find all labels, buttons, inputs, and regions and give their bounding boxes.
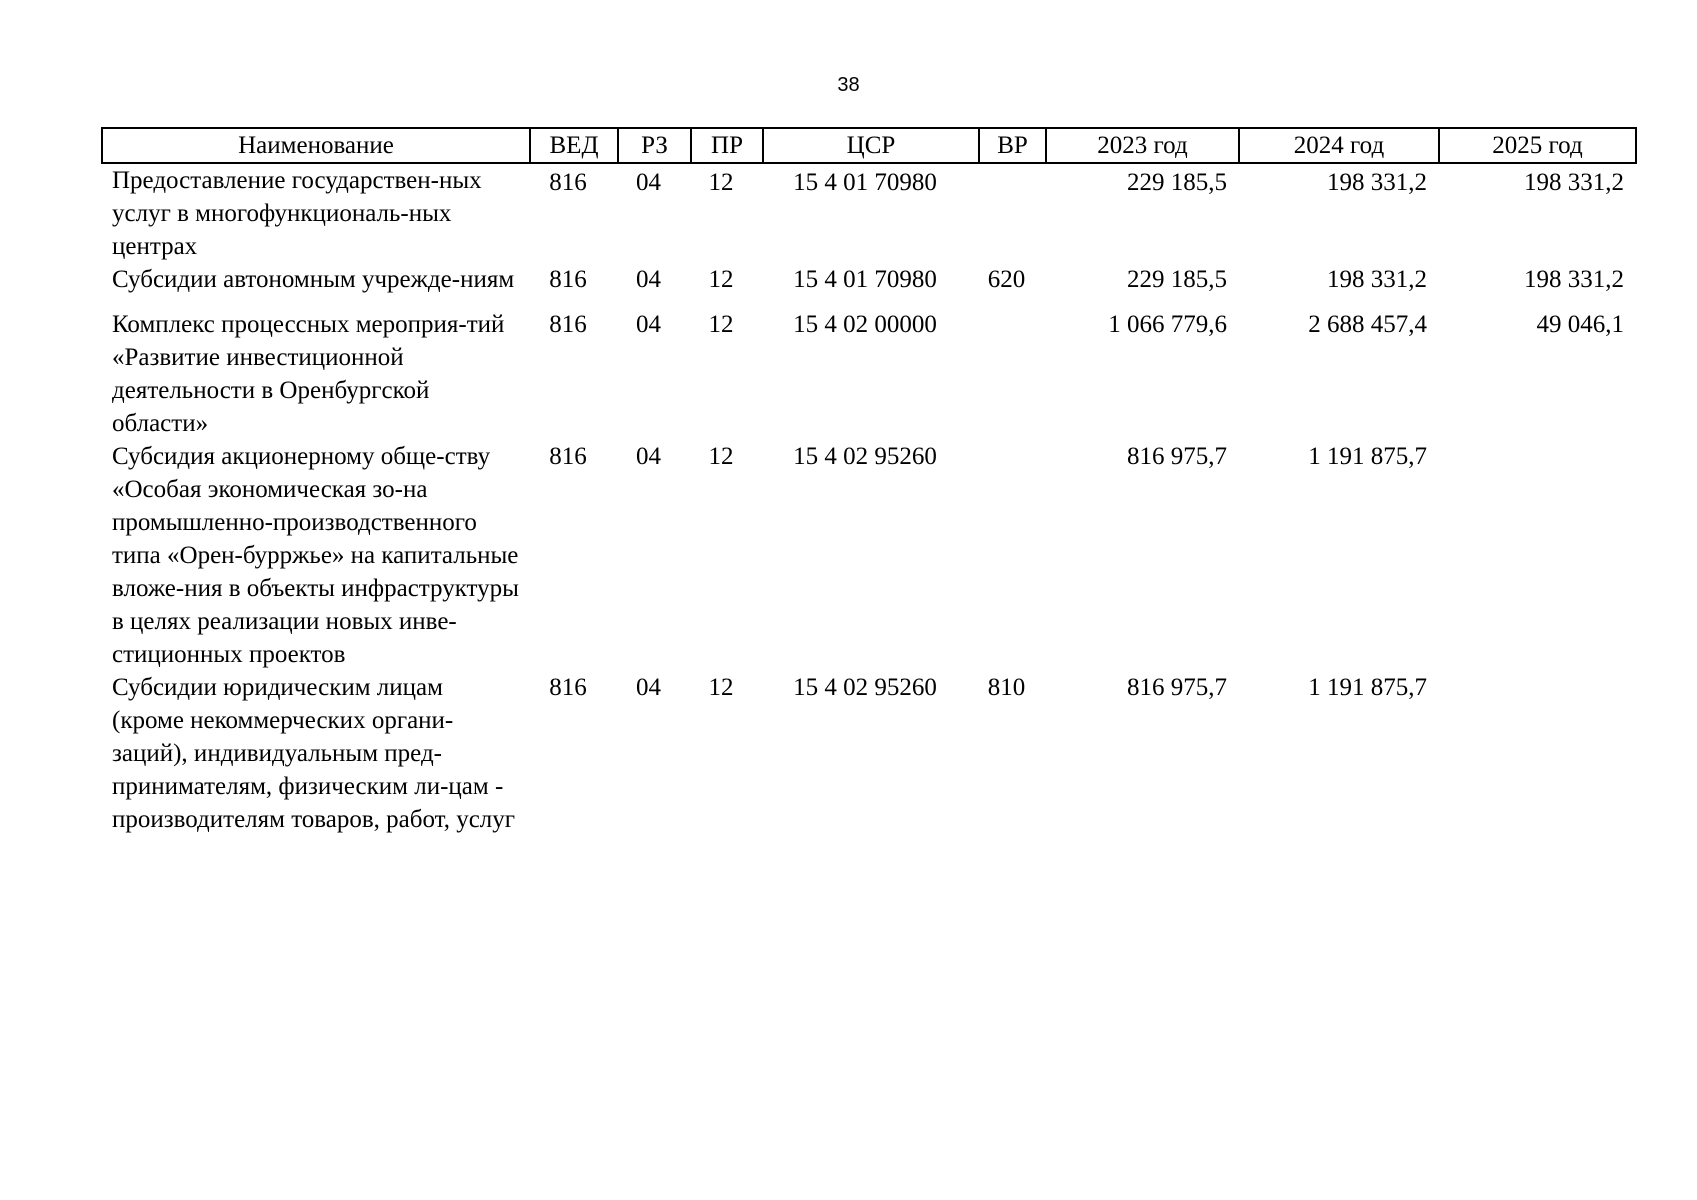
row-2024: 198 331,2 [1327,169,1427,196]
row-2023: 229 185,5 [1127,266,1227,293]
row-name: Комплекс процессных мероприя-тий «Развитие инвестиционной деятельности в Оренбургской области» [112,311,505,437]
row-2023: 816 975,7 [1127,674,1227,701]
table-row [102,163,1636,263]
row-vr: 620 [987,266,1026,293]
row-vr: 810 [987,674,1026,701]
header-2025: 2025 год [1439,128,1636,163]
table-header-row [102,128,1636,163]
row-csr: 15 4 02 00000 [793,311,937,338]
row-2025: 198 331,2 [1524,169,1624,196]
row-name: Субсидия акционерному обще-ству «Особая экономическая зо-на промышленно-производственного типа «Орен-бурржье» на капитальные вложе-ния в объекты инфраструктуры в целях реализации новых инве-стиционных проектов [112,443,519,668]
row-ved: 816 [549,443,587,470]
row-pr: 12 [708,266,734,293]
row-rz: 04 [636,443,661,470]
row-2024: 2 688 457,4 [1308,311,1427,338]
table-row [102,308,1636,440]
row-ved: 816 [549,674,587,701]
row-pr: 12 [708,311,734,338]
row-vr [979,163,1046,263]
header-csr: ЦСР [763,128,979,163]
row-rz: 04 [636,674,661,701]
row-pr: 12 [708,169,734,196]
header-vr: ВР [979,128,1046,163]
row-name: Субсидии автономным учрежде-ниям [112,266,515,293]
table-row [102,671,1636,836]
header-ved: ВЕД [530,128,618,163]
header-2023: 2023 год [1046,128,1239,163]
table-row [102,263,1636,308]
row-2023: 816 975,7 [1127,443,1227,470]
row-name: Субсидии юридическим лицам (кроме некоммерческих органи-заций), индивидуальным пред-принимателям, физическим ли-цам - производителям товаров, работ, услуг [112,674,516,833]
row-pr: 12 [708,674,734,701]
row-ved: 816 [549,169,587,196]
row-2025: 198 331,2 [1524,266,1624,293]
row-2023: 1 066 779,6 [1108,311,1227,338]
row-rz: 04 [636,311,661,338]
row-csr: 15 4 01 70980 [793,169,937,196]
header-rz: РЗ [618,128,691,163]
row-csr: 15 4 01 70980 [793,266,937,293]
row-pr: 12 [708,443,734,470]
header-name: Наименование [102,128,530,163]
budget-table [101,127,1637,836]
row-2025 [1439,440,1636,671]
row-name: Предоставление государствен-ных услуг в многофункциональ-ных центрах [112,167,482,260]
row-2025 [1439,671,1636,836]
page-number: 38 [837,74,860,96]
row-2025: 49 046,1 [1536,311,1624,338]
row-ved: 816 [549,266,587,293]
row-2024: 198 331,2 [1327,266,1427,293]
row-csr: 15 4 02 95260 [793,443,937,470]
row-rz: 04 [636,169,661,196]
row-2024: 1 191 875,7 [1308,443,1427,470]
header-pr: ПР [691,128,763,163]
row-csr: 15 4 02 95260 [793,674,937,701]
row-vr [979,308,1046,440]
row-2023: 229 185,5 [1127,169,1227,196]
table-row [102,440,1636,671]
row-rz: 04 [636,266,661,293]
row-ved: 816 [549,311,587,338]
row-2024: 1 191 875,7 [1308,674,1427,701]
header-2024: 2024 год [1239,128,1439,163]
row-vr [979,440,1046,671]
